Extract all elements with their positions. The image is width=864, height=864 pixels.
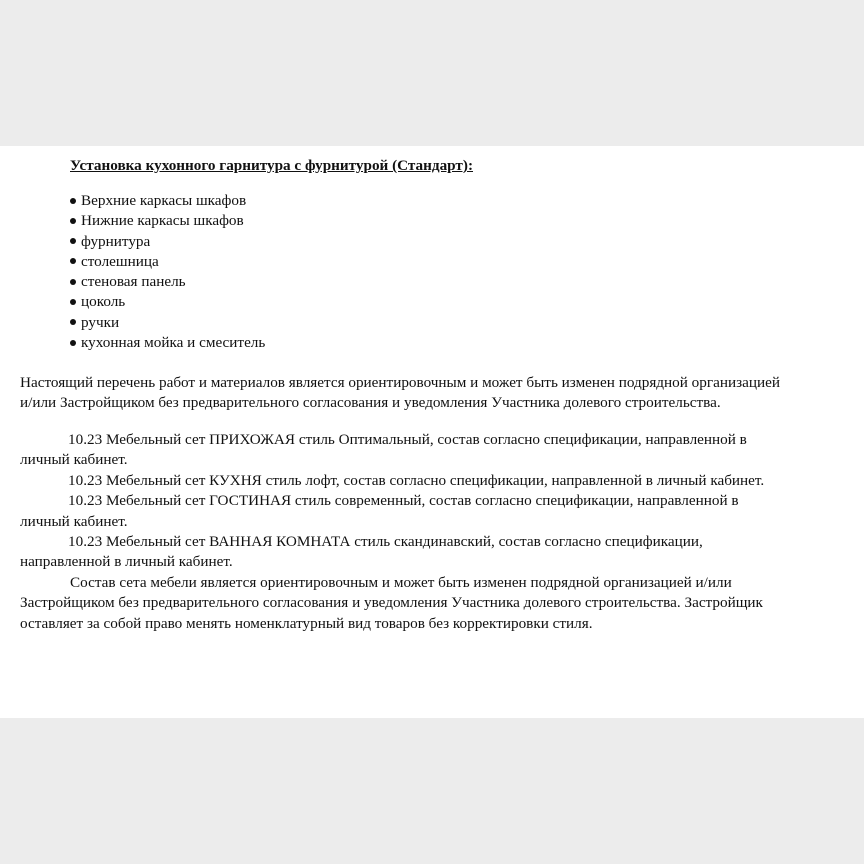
- list-item: цоколь: [68, 292, 265, 312]
- bullet-icon: [70, 198, 76, 204]
- bullet-icon: [70, 340, 76, 346]
- bullet-icon: [70, 319, 76, 325]
- final-note-line: оставляет за собой право менять номенклатурный вид товаров без корректировки стиля.: [20, 614, 593, 632]
- bullet-icon: [70, 258, 76, 264]
- paragraph-line: и/или Застройщиком без предварительного согласования и уведомления Участника долевого строительства.: [20, 394, 721, 412]
- disclaimer-paragraph: [20, 373, 864, 414]
- bullet-list: [68, 191, 265, 353]
- kitchen-set-line: 10.23 Мебельный сет КУХНЯ стиль лофт, состав согласно спецификации, направленной в личный кабинет.: [68, 471, 765, 489]
- document-page: [0, 146, 864, 718]
- bathroom-set-line: направленной в личный кабинет.: [20, 553, 233, 571]
- list-item: стеновая панель: [68, 272, 265, 292]
- final-note-line: Состав сета мебели является ориентировочным и может быть изменен подрядной организацией и/или: [70, 573, 732, 591]
- bullet-icon: [70, 299, 76, 305]
- living-room-set-line: 10.23 Мебельный сет ГОСТИНАЯ стиль современный, состав согласно спецификации, направленной в: [68, 492, 739, 510]
- list-item: Нижние каркасы шкафов: [68, 211, 265, 231]
- bullet-icon: [70, 238, 76, 244]
- bathroom-set-line: 10.23 Мебельный сет ВАННАЯ КОМНАТА стиль скандинавский, состав согласно спецификации,: [68, 532, 703, 550]
- bullet-icon: [70, 279, 76, 285]
- hallway-set-line: личный кабинет.: [20, 451, 128, 469]
- paragraph-line: Настоящий перечень работ и материалов является ориентировочным и может быть изменен подрядной организацией: [20, 374, 780, 391]
- list-item: кухонная мойка и смеситель: [68, 333, 265, 353]
- furniture-sets-paragraph: [20, 430, 864, 634]
- living-room-set-line: личный кабинет.: [20, 512, 128, 530]
- list-item: столешница: [68, 252, 265, 272]
- list-item: Верхние каркасы шкафов: [68, 191, 265, 211]
- section-heading: Установка кухонного гарнитура с фурнитурой (Стандарт):: [70, 157, 473, 174]
- hallway-set-line: 10.23 Мебельный сет ПРИХОЖАЯ стиль Оптимальный, состав согласно спецификации, направленной в: [68, 431, 747, 448]
- list-item: фурнитура: [68, 232, 265, 252]
- final-note-line: Застройщиком без предварительного согласования и уведомления Участника долевого строительства. Застройщик: [20, 594, 763, 612]
- list-item: ручки: [68, 313, 265, 333]
- bullet-icon: [70, 218, 76, 224]
